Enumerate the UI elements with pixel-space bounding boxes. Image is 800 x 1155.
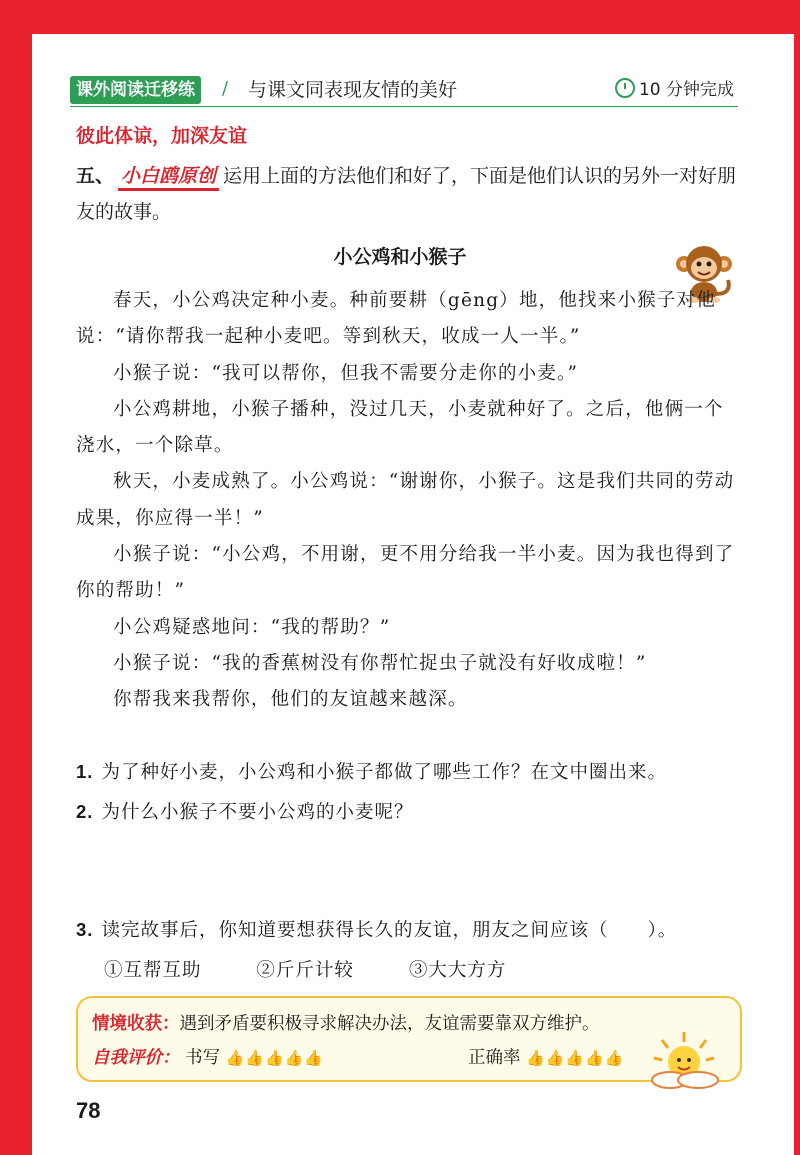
story-paragraph: 小猴子说：“小公鸡，不用谢，更不用分给我一半小麦。因为我也得到了你的帮助！”: [76, 544, 735, 602]
page-number: 78: [76, 1098, 101, 1123]
question-number: 3.: [76, 919, 94, 940]
question-text: 读完故事后，你知道要想获得长久的友谊，朋友之间应该（ ）。: [101, 920, 678, 941]
question-item: [76, 758, 667, 784]
option-2[interactable]: ②斤斤计较: [256, 960, 354, 981]
accuracy-thumbs-icon[interactable]: 👍👍👍👍👍: [526, 1049, 625, 1067]
time-indicator: [615, 76, 734, 104]
story-paragraph: 小猴子说：“我的香蕉树没有你帮忙捉虫子就没有好收成啦！”: [113, 652, 647, 674]
question-number: 1.: [76, 761, 94, 782]
writing-thumbs-icon[interactable]: 👍👍👍👍👍: [225, 1049, 325, 1067]
story-paragraph: 春天，小公鸡决定种小麦。种前要耕（gēng）地，他找来小猴子对他说：“请你帮我一起种小麦吧。等到秋天，收成一人一半。”: [76, 290, 716, 348]
story-body: [76, 283, 738, 719]
story-paragraph: 秋天，小麦成熟了。小公鸡说：“谢谢你，小猴子。这是我们共同的劳动成果，你应得一半！”: [76, 471, 735, 529]
summary-box: [76, 996, 742, 1082]
original-badge: 小白鸥原创: [118, 164, 219, 191]
page-frame-right: [794, 0, 800, 1155]
gain-label: 情境收获：: [92, 1014, 180, 1034]
time-label: 10 分钟完成: [638, 80, 734, 100]
question-5-number: 五、: [76, 165, 115, 187]
clock-icon: [615, 78, 635, 98]
section-tag: 课外阅读迁移练: [70, 76, 201, 104]
question-5-text: 运用上面的方法他们和好了，下面是他们认识的另外一对好朋友的故事。: [76, 165, 737, 223]
gain-line: [92, 1010, 600, 1035]
question-item: [76, 798, 413, 824]
evaluation-label: 自我评价：: [92, 1048, 180, 1068]
header-divider: [70, 106, 738, 107]
sun-icon: [644, 1030, 724, 1090]
accuracy-rating: [468, 1044, 624, 1069]
question-number: 2.: [76, 801, 94, 822]
answer-options: [104, 956, 554, 982]
option-3[interactable]: ③大大方方: [408, 960, 507, 981]
gain-text: 遇到矛盾要积极寻求解决办法，友谊需要靠双方维护。: [179, 1014, 600, 1034]
story-paragraph: 小猴子说：“我可以帮你，但我不需要分走你的小麦。”: [113, 362, 579, 384]
writing-label: 书写: [185, 1048, 221, 1068]
option-1[interactable]: ①互帮互助: [104, 960, 202, 981]
question-5: [76, 158, 746, 230]
page-frame-top: [0, 0, 800, 34]
question-text: 为什么小猴子不要小公鸡的小麦呢？: [101, 802, 414, 823]
section-title: 彼此体谅，加深友谊: [76, 125, 248, 147]
tag-divider: /: [222, 78, 229, 99]
story-paragraph: 小公鸡疑惑地问：“我的帮助？”: [113, 616, 391, 638]
self-evaluation: [92, 1044, 722, 1069]
question-item: [76, 916, 677, 942]
accuracy-label: 正确率: [468, 1048, 521, 1068]
story-paragraph: 你帮我来我帮你，他们的友谊越来越深。: [113, 689, 468, 711]
question-text: 为了种好小麦，小公鸡和小猴子都做了哪些工作？在文中圈出来。: [101, 762, 667, 783]
header-subtitle: 与课文同表现友情的美好: [248, 79, 458, 101]
page-frame-left: [0, 0, 32, 1155]
page-header: [70, 76, 738, 106]
story-title: 小公鸡和小猴子: [333, 246, 467, 268]
story-paragraph: 小公鸡耕地，小猴子播种，没过几天，小麦就种好了。之后，他俩一个浇水，一个除草。: [76, 398, 724, 457]
